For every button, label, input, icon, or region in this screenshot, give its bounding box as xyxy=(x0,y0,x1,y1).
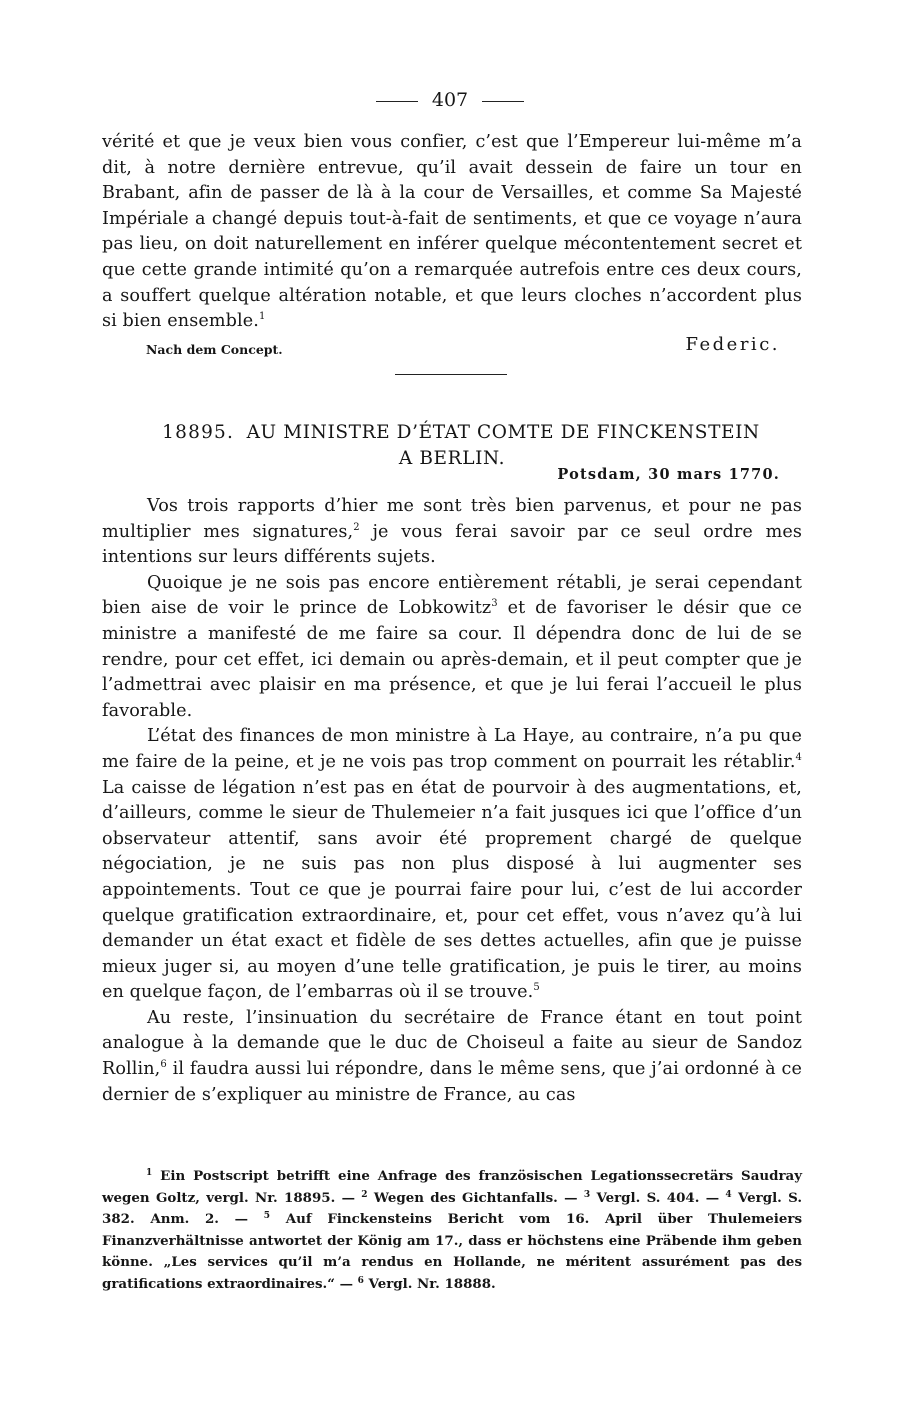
text-run: Vos trois rapports d’hier me sont très bien parvenus, et pour ne pas multiplier mes signatures, xyxy=(102,496,802,542)
footnote-text: Vergl. S. 404. — xyxy=(590,1189,726,1206)
text-run: je vous ferai savoir par ce seul ordre mes intentions sur leurs différents sujets. xyxy=(102,521,803,568)
footnote-ref: 4 xyxy=(795,751,802,763)
footnote-number: 5 xyxy=(263,1211,271,1221)
footnote-number: 1 xyxy=(146,1168,153,1178)
letter-body xyxy=(102,494,802,1108)
text-run: Au reste, l’insinuation du secrétaire de France étant en tout point analogue à la demande que le duc de Choiseul a faite au sieur de Sandoz Rollin, xyxy=(102,1007,802,1080)
source-note: Nach dem Concept. xyxy=(146,342,283,357)
footnote-text: Vergl. S. 382. Anm. 2. — xyxy=(102,1189,803,1227)
text-run: et de favoriser le désir que ce ministre a manifesté de me faire sa cour. Il dépendra donc de lui de se rendre, pour cet effet, ici demain ou après-demain, et il peut compter que je l’admettrai avec plaisir en ma présence, et que je lui ferai l’accueil le plus favorable. xyxy=(102,598,802,721)
footnote-number: 3 xyxy=(583,1189,591,1200)
text-run: La caisse de légation n’est pas en état de pourvoir à des augmentations, et, d’ailleurs, comme le sieur de Thulemeier n’a fait jusques ici que l’office d’un observateur attentif, sans avoir été proprement chargé de quelque négociation, je ne suis pas non plus disposé à lui augmenter ses appointements. Tout ce que je pourrai faire pour lui, c’est de lui accorder quelque gratification extraordinaire, et, pour cet effet, vous n’avez qu’à lui demander un état exact et fidèle de ses dettes actuelles, afin que je puisse mieux juger si, au moyen d’une telle gratification, je puis le tirer, au moins en quelque façon, de l’embarras où il se trouve. xyxy=(102,777,802,1003)
page-number-dash-left xyxy=(376,101,418,102)
continuation-paragraph xyxy=(102,130,802,335)
signature: Federic. xyxy=(685,334,780,355)
letter-closing xyxy=(102,334,780,360)
footnote-number: 4 xyxy=(725,1189,732,1200)
footnote-ref: 2 xyxy=(353,521,360,533)
text-run: L’état des finances de mon ministre à La Haye, au contraire, n’a pu que me faire de la peine, et je ne vois pas trop comment on pourrait les rétablir. xyxy=(102,726,802,772)
page-number: 407 xyxy=(431,89,469,111)
letter-continuation xyxy=(102,130,802,335)
footnote-ref: 3 xyxy=(491,598,498,610)
footnote-number: 6 xyxy=(357,1275,364,1286)
letter-destination: A BERLIN. xyxy=(398,448,506,469)
footnote-ref: 6 xyxy=(160,1059,167,1071)
paragraph-2 xyxy=(102,571,802,725)
footnote-ref: 1 xyxy=(258,311,266,323)
page-header xyxy=(0,88,900,112)
continuation-text: vérité et que je veux bien vous confier, c’est que l’Empereur lui-même m’a dit, à notre dernière entrevue, qu’il avait dessein de faire un tour en Brabant, afin de passer de là à la cour de Versailles, et comme Sa Majesté Impériale a changé depuis tout-à-fait de sentiments, et que ce voyage n’aura pas lieu, on doit naturellement en inférer quelque mécontentement secret et que cette grande intimité qu’on a remarquée autrefois entre ces deux cours, a souffert quelque altération notable, et que leurs cloches n’accordent plus si bien ensemble. xyxy=(102,132,802,332)
letter-addressee: AU MINISTRE D’ÉTAT COMTE DE FINCKENSTEIN xyxy=(246,422,760,443)
paragraph-1 xyxy=(102,494,802,571)
text-run: Quoique je ne sois pas encore entièrement rétabli, je serai cependant bien aise de voir le prince de Lobkowitz xyxy=(102,572,802,619)
footnote-text: Ein Postscript betrifft eine Anfrage des französischen Legationssecretärs Saudray wegen Goltz, vergl. Nr. 18895. — xyxy=(102,1168,802,1206)
letter-dateline: Potsdam, 30 mars 1770. xyxy=(557,466,780,483)
footnote-text: Wegen des Gichtanfalls. — xyxy=(367,1189,584,1206)
footnote-text: Vergl. Nr. 18888. xyxy=(363,1275,496,1292)
footnote-number: 2 xyxy=(361,1189,368,1200)
text-run: il faudra aussi lui répondre, dans le même sens, que j’ai ordonné à ce dernier de s’expliquer au ministre de France, au cas xyxy=(102,1059,802,1105)
paragraph-3 xyxy=(102,724,802,1006)
letter-number: 18895. xyxy=(162,422,235,443)
footnote-block xyxy=(102,1166,802,1295)
section-divider xyxy=(395,374,507,375)
footnote-text: Auf Finckensteins Bericht vom 16. April über Thulemeiers Finanzverhältnisse antwortet der König am 17., dass er höchstens eine Präbende ihm geben könne. „Les services qu’il m’a rendus en Hollande, ne méritent assurément pas des gratifications extraordinaires.“ — xyxy=(102,1211,802,1292)
letter-heading xyxy=(102,420,802,472)
footnote-ref: 5 xyxy=(533,982,540,994)
heading-line-1 xyxy=(102,420,802,446)
footnotes xyxy=(102,1166,802,1295)
paragraph-4 xyxy=(102,1006,802,1108)
page-number-dash-right xyxy=(482,101,524,102)
